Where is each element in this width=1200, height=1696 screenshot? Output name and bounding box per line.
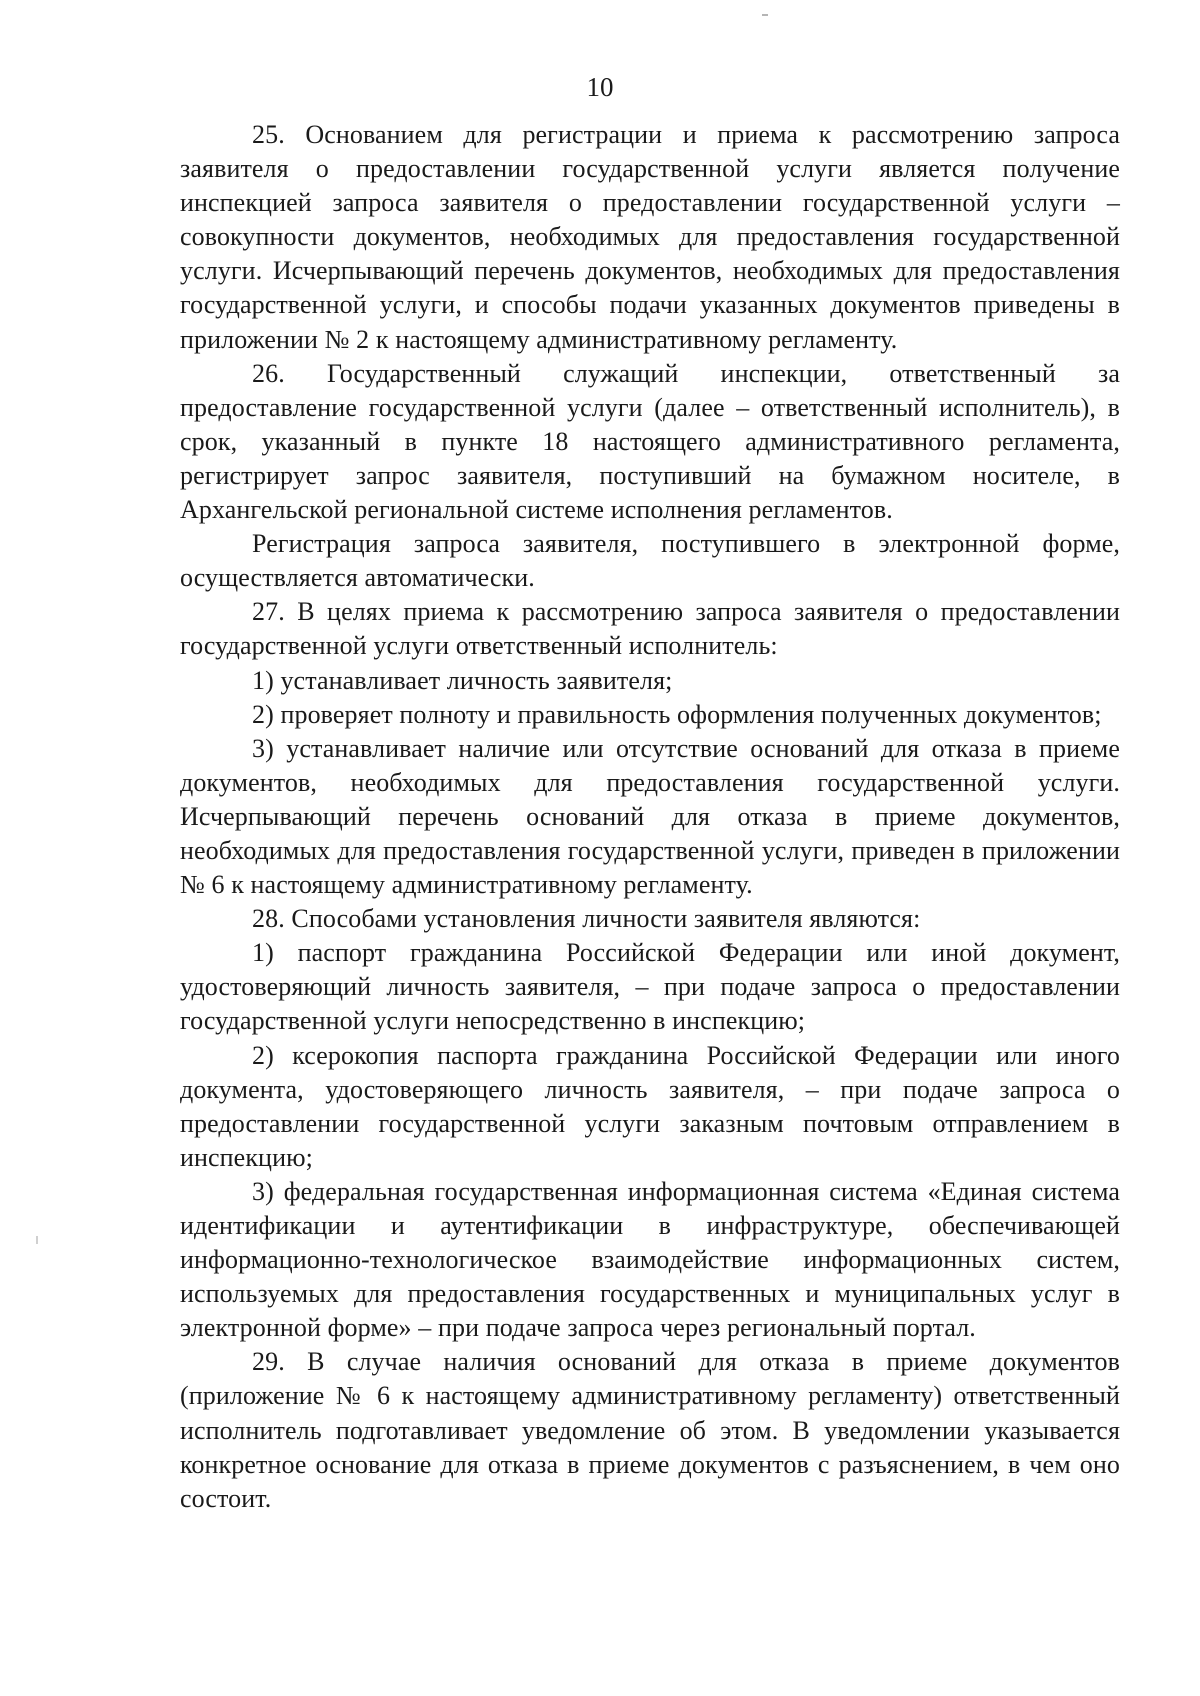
paragraph-27-item-3: 3) устанавливает наличие или отсутствие оснований для отказа в приеме документов, необходимых для предоставления государственной услуги. Исчерпывающий перечень оснований для отказа в приеме документов, необходимых для предоставления государственной услуги, приведен в приложении № 6 к настоящему административному регламенту.: [180, 733, 1120, 900]
paragraph-28: 28. Способами установления личности заявителя являются:: [252, 904, 921, 934]
paragraph-26: 26. Государственный служащий инспекции, ответственный за предоставление государственной услуги (далее – ответственный исполнитель), в срок, указанный в пункте 18 настоящего административного регламента, регистрирует запрос заявителя, поступивший на бумажном носителе, в Архангельской региональной системе исполнения регламентов.: [180, 358, 1120, 525]
paragraph-28-item-1: 1) паспорт гражданина Российской Федерации или иной документ, удостоверяющий личность заявителя, – при подаче запроса о предоставлении государственной услуги непосредственно в инспекцию;: [180, 938, 1120, 1036]
paragraph-28-item-2: 2) ксерокопия паспорта гражданина Российской Федерации или иного документа, удостоверяющего личность заявителя, – при подаче запроса о предоставлении государственной услуги заказным почтовым отправлением в инспекцию;: [180, 1040, 1120, 1172]
page-number: 10: [586, 72, 614, 102]
paragraph-27-item-1: 1) устанавливает личность заявителя;: [252, 665, 673, 695]
paragraph-27-item-2: 2) проверяет полноту и правильность оформления полученных документов;: [252, 699, 1102, 729]
paragraph-27: 27. В целях приема к рассмотрению запроса заявителя о предоставлении государственной услуги ответственный исполнитель:: [180, 597, 1120, 661]
paragraph-28-item-3: 3) федеральная государственная информационная система «Единая система идентификации и аутентификации в инфраструктуре, обеспечивающей информационно-технологическое взаимодействие информационных систем, используемых для предоставления государственных и муниципальных услуг в электронной форме» – при подаче запроса через региональный портал.: [180, 1176, 1120, 1343]
paragraph-26-electronic: Регистрация запроса заявителя, поступившего в электронной форме, осуществляется автоматически.: [180, 529, 1120, 593]
paragraph-25: 25. Основанием для регистрации и приема к рассмотрению запроса заявителя о предоставлении государственной услуги является получение инспекцией запроса заявителя о предоставлении государственной услуги – совокупности документов, необходимых для предоставления государственной услуги. Исчерпывающий перечень документов, необходимых для предоставления государственной услуги, и способы подачи указанных документов приведены в приложении № 2 к настоящему административному регламенту.: [180, 120, 1120, 354]
document-body: [180, 118, 1120, 1516]
scan-mark: [762, 14, 768, 16]
scan-mark: [36, 1236, 38, 1244]
paragraph-29: 29. В случае наличия оснований для отказа в приеме документов (приложение № 6 к настоящему административному регламенту) ответственный исполнитель подготавливает уведомление об этом. В уведомлении указывается конкретное основание для отказа в приеме документов с разъяснением, в чем оно состоит.: [180, 1347, 1120, 1513]
